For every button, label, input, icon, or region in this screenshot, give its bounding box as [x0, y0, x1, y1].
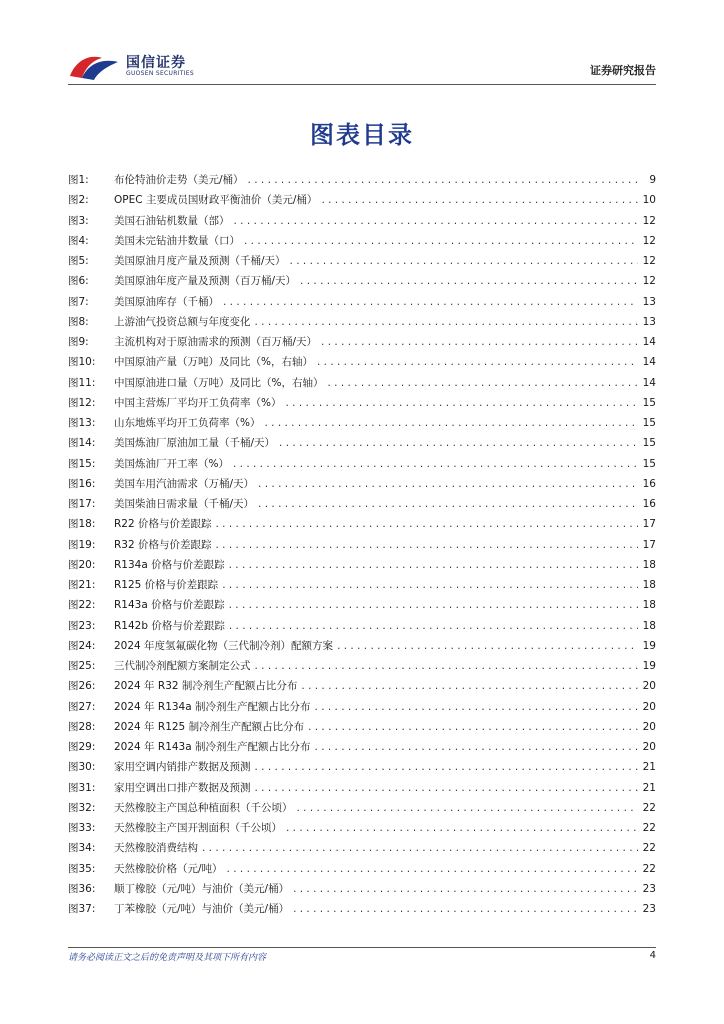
toc-leader-dots	[279, 433, 638, 453]
toc-leader-dots	[286, 818, 638, 838]
toc-figure-number: 图3:	[68, 214, 89, 227]
toc-page-number: 19	[642, 639, 656, 652]
toc-figure-number: 图8:	[68, 315, 89, 328]
toc-leader-dots	[321, 190, 638, 210]
figure-table-of-contents	[68, 170, 656, 919]
toc-figure-title: 美国原油年度产量及预测（百万桶/天）	[114, 275, 297, 288]
page-number: 4	[649, 950, 656, 961]
toc-page-number: 18	[642, 619, 656, 632]
toc-page-number: 20	[642, 700, 656, 713]
toc-figure-number: 图28:	[68, 720, 96, 733]
toc-leader-dots	[293, 899, 638, 919]
toc-entry[interactable]	[68, 879, 656, 899]
toc-figure-number: 图32:	[68, 801, 96, 814]
toc-entry[interactable]	[68, 555, 656, 575]
toc-figure-title: 主流机构对于原油需求的预测（百万桶/天）	[114, 336, 318, 348]
toc-leader-dots	[293, 879, 638, 899]
toc-figure-number: 图10:	[68, 356, 96, 369]
toc-figure-title: 2024 年度氢氟碳化物（三代制冷剂）配额方案	[114, 639, 334, 652]
toc-figure-title: 美国原油月度产量及预测（千桶/天）	[114, 255, 286, 267]
toc-page-number: 14	[642, 336, 656, 348]
toc-leader-dots	[202, 838, 638, 858]
toc-page-number: 23	[642, 903, 656, 915]
toc-page-number: 12	[642, 275, 656, 288]
toc-figure-title: 天然橡胶主产国开割面积（千公顷）	[114, 822, 282, 834]
toc-figure-title: 天然橡胶消费结构	[114, 842, 198, 855]
toc-leader-dots	[227, 859, 638, 879]
toc-entry[interactable]	[68, 433, 656, 453]
toc-figure-title: R134a 价格与价差跟踪	[114, 558, 225, 571]
toc-figure-number: 图33:	[68, 822, 96, 834]
toc-page-number: 16	[642, 477, 656, 490]
toc-entry[interactable]	[68, 656, 656, 676]
toc-figure-number: 图13:	[68, 417, 96, 429]
toc-figure-number: 图5:	[68, 255, 89, 267]
toc-entry[interactable]	[68, 170, 656, 190]
toc-entry[interactable]	[68, 211, 656, 231]
toc-figure-number: 图31:	[68, 781, 96, 794]
toc-leader-dots	[285, 393, 638, 413]
toc-entry[interactable]	[68, 454, 656, 474]
toc-figure-number: 图34:	[68, 842, 96, 855]
toc-leader-dots	[297, 798, 639, 818]
header-divider	[68, 84, 656, 85]
toc-figure-title: 天然橡胶价格（元/吨）	[114, 862, 223, 875]
toc-figure-title: OPEC 主要成员国财政平衡油价（美元/桶）	[114, 194, 318, 207]
toc-figure-title: 中国原油产量（万吨）及同比（%，右轴）	[114, 356, 313, 369]
toc-leader-dots	[290, 251, 638, 271]
toc-figure-title: R142b 价格与价差跟踪	[114, 619, 225, 632]
toc-leader-dots	[315, 737, 638, 757]
toc-page-number: 20	[642, 680, 656, 693]
toc-figure-title: R125 价格与价差跟踪	[114, 579, 219, 591]
toc-page-number: 22	[642, 822, 656, 834]
toc-figure-number: 图25:	[68, 660, 96, 672]
toc-figure-title: 上游油气投资总额与年度变化	[114, 315, 251, 328]
toc-entry[interactable]	[68, 575, 656, 595]
toc-figure-title: 家用空调内销排产数据及预测	[114, 761, 251, 774]
toc-leader-dots	[255, 778, 639, 798]
toc-leader-dots	[255, 656, 639, 676]
toc-page-number: 18	[642, 558, 656, 571]
toc-entry[interactable]	[68, 251, 656, 271]
toc-page-number: 18	[642, 599, 656, 612]
toc-figure-title: 丁苯橡胶（元/吨）与油价（美元/桶）	[114, 903, 290, 915]
footer-divider	[68, 947, 656, 948]
toc-leader-dots	[244, 231, 638, 251]
toc-figure-title: 三代制冷剂配额方案制定公式	[114, 660, 251, 672]
toc-figure-number: 图1:	[68, 174, 89, 186]
toc-leader-dots	[216, 514, 639, 534]
toc-leader-dots	[300, 271, 638, 291]
toc-page-number: 15	[642, 396, 656, 409]
toc-figure-title: 家用空调出口排产数据及预测	[114, 781, 251, 794]
toc-entry[interactable]	[68, 818, 656, 838]
toc-figure-number: 图16:	[68, 477, 96, 490]
toc-leader-dots	[229, 616, 638, 636]
toc-leader-dots	[229, 555, 638, 575]
toc-entry[interactable]	[68, 697, 656, 717]
toc-entry[interactable]	[68, 413, 656, 433]
toc-leader-dots	[229, 595, 638, 615]
toc-figure-number: 图12:	[68, 396, 96, 409]
toc-figure-title: 美国炼油厂开工率（%）	[114, 457, 229, 470]
toc-entry[interactable]	[68, 535, 656, 555]
toc-figure-title: 2024 年 R143a 制冷剂生产配额占比分布	[114, 741, 311, 753]
toc-leader-dots	[317, 352, 638, 372]
toc-entry[interactable]	[68, 737, 656, 757]
toc-figure-number: 图4:	[68, 234, 89, 247]
toc-page-number: 16	[642, 498, 656, 510]
toc-figure-title: 中国原油进口量（万吨）及同比（%，右轴）	[114, 376, 324, 389]
toc-page-number: 23	[642, 882, 656, 895]
toc-figure-title: 顺丁橡胶（元/吨）与油价（美元/桶）	[114, 882, 290, 895]
toc-page-number: 21	[642, 781, 656, 794]
toc-page-number: 13	[642, 315, 656, 328]
logo-chinese-name: 国信证券	[126, 55, 186, 71]
toc-leader-dots	[321, 332, 638, 352]
toc-figure-number: 图11:	[68, 376, 96, 389]
toc-figure-title: 美国柴油日需求量（千桶/天）	[114, 498, 255, 510]
toc-leader-dots	[258, 474, 638, 494]
toc-entry[interactable]	[68, 717, 656, 737]
toc-leader-dots	[264, 413, 638, 433]
toc-entry[interactable]	[68, 636, 656, 656]
toc-entry[interactable]	[68, 271, 656, 291]
toc-page-number: 9	[649, 174, 656, 186]
toc-figure-number: 图14:	[68, 437, 96, 450]
toc-figure-number: 图23:	[68, 619, 96, 632]
toc-figure-title: 中国主营炼厂平均开工负荷率（%）	[114, 396, 282, 409]
toc-figure-number: 图29:	[68, 741, 96, 753]
toc-figure-number: 图26:	[68, 680, 96, 693]
toc-leader-dots	[216, 535, 639, 555]
toc-leader-dots	[223, 292, 638, 312]
toc-page-number: 19	[642, 660, 656, 672]
toc-entry[interactable]	[68, 514, 656, 534]
toc-figure-title: 美国炼油厂原油加工量（千桶/天）	[114, 437, 276, 450]
toc-entry[interactable]	[68, 393, 656, 413]
guosen-logo	[68, 48, 198, 84]
toc-page-number: 12	[642, 234, 656, 247]
toc-page-number: 15	[642, 457, 656, 470]
toc-entry[interactable]	[68, 757, 656, 777]
toc-page-number: 21	[642, 761, 656, 774]
toc-figure-number: 图19:	[68, 538, 96, 551]
toc-figure-number: 图18:	[68, 518, 96, 531]
toc-leader-dots	[233, 454, 638, 474]
toc-figure-number: 图21:	[68, 579, 96, 591]
toc-figure-title: R32 价格与价差跟踪	[114, 538, 212, 551]
toc-leader-dots	[248, 170, 638, 190]
toc-figure-number: 图17:	[68, 498, 96, 510]
toc-page-number: 15	[642, 437, 656, 450]
toc-leader-dots	[308, 717, 638, 737]
toc-entry[interactable]	[68, 352, 656, 372]
toc-entry[interactable]	[68, 494, 656, 514]
toc-figure-number: 图36:	[68, 882, 96, 895]
toc-entry[interactable]	[68, 859, 656, 879]
toc-figure-title: 布伦特油价走势（美元/桶）	[114, 174, 244, 186]
toc-page-number: 18	[642, 579, 656, 591]
toc-figure-title: 美国原油库存（千桶）	[114, 295, 219, 308]
toc-figure-number: 图24:	[68, 639, 96, 652]
toc-figure-number: 图30:	[68, 761, 96, 774]
toc-figure-title: 2024 年 R32 制冷剂生产配额占比分布	[114, 680, 298, 693]
report-type-label: 证券研究报告	[590, 64, 656, 77]
toc-entry[interactable]	[68, 616, 656, 636]
toc-page-number: 14	[642, 376, 656, 389]
toc-leader-dots	[255, 757, 639, 777]
toc-figure-title: 美国车用汽油需求（万桶/天）	[114, 477, 255, 490]
toc-page-number: 20	[642, 720, 656, 733]
toc-figure-number: 图37:	[68, 903, 96, 915]
toc-page-number: 12	[642, 214, 656, 227]
toc-entry[interactable]	[68, 292, 656, 312]
page-header	[68, 48, 656, 84]
toc-figure-title: 2024 年 R125 制冷剂生产配额占比分布	[114, 720, 305, 733]
toc-entry[interactable]	[68, 190, 656, 210]
toc-leader-dots	[327, 373, 638, 393]
logo-english-name: GUOSEN SECURITIES	[126, 70, 195, 77]
toc-figure-number: 图15:	[68, 457, 96, 470]
toc-leader-dots	[222, 575, 638, 595]
toc-figure-title: R143a 价格与价差跟踪	[114, 599, 225, 612]
toc-figure-number: 图27:	[68, 700, 96, 713]
toc-figure-title: 美国未完钻油井数量（口）	[114, 234, 240, 247]
toc-figure-title: 山东地炼平均开工负荷率（%）	[114, 417, 261, 429]
guosen-logo-mark-icon	[68, 50, 120, 82]
toc-entry[interactable]	[68, 899, 656, 919]
toc-entry[interactable]	[68, 595, 656, 615]
toc-figure-number: 图7:	[68, 295, 89, 308]
toc-leader-dots	[255, 312, 639, 332]
toc-figure-title: R22 价格与价差跟踪	[114, 518, 212, 531]
toc-entry[interactable]	[68, 778, 656, 798]
toc-leader-dots	[315, 697, 638, 717]
toc-figure-number: 图35:	[68, 862, 96, 875]
toc-entry[interactable]	[68, 312, 656, 332]
toc-figure-title: 美国石油钻机数量（部）	[114, 214, 230, 227]
toc-figure-number: 图9:	[68, 336, 89, 348]
toc-page-number: 10	[642, 194, 656, 207]
toc-page-number: 20	[642, 741, 656, 753]
toc-figure-title: 2024 年 R134a 制冷剂生产配额占比分布	[114, 700, 311, 713]
disclaimer-note: 请务必阅读正文之后的免责声明及其项下所有内容	[68, 953, 267, 963]
toc-figure-number: 图22:	[68, 599, 96, 612]
page-title: 图表目录	[310, 121, 414, 149]
toc-entry[interactable]	[68, 838, 656, 858]
toc-entry[interactable]	[68, 676, 656, 696]
toc-figure-number: 图2:	[68, 194, 89, 207]
toc-leader-dots	[258, 494, 638, 514]
toc-leader-dots	[234, 211, 639, 231]
toc-entry[interactable]	[68, 474, 656, 494]
toc-page-number: 17	[642, 538, 656, 551]
toc-entry[interactable]	[68, 332, 656, 352]
toc-entry[interactable]	[68, 373, 656, 393]
toc-leader-dots	[337, 636, 638, 656]
toc-page-number: 12	[642, 255, 656, 267]
toc-entry[interactable]	[68, 231, 656, 251]
toc-page-number: 17	[642, 518, 656, 531]
toc-figure-title: 天然橡胶主产国总种植面积（千公顷）	[114, 801, 293, 814]
toc-page-number: 22	[642, 862, 656, 875]
toc-leader-dots	[301, 676, 638, 696]
toc-page-number: 22	[642, 801, 656, 814]
toc-figure-number: 图20:	[68, 558, 96, 571]
toc-page-number: 22	[642, 842, 656, 855]
toc-page-number: 13	[642, 295, 656, 308]
toc-figure-number: 图6:	[68, 275, 89, 288]
toc-entry[interactable]	[68, 798, 656, 818]
toc-page-number: 15	[642, 417, 656, 429]
toc-page-number: 14	[642, 356, 656, 369]
